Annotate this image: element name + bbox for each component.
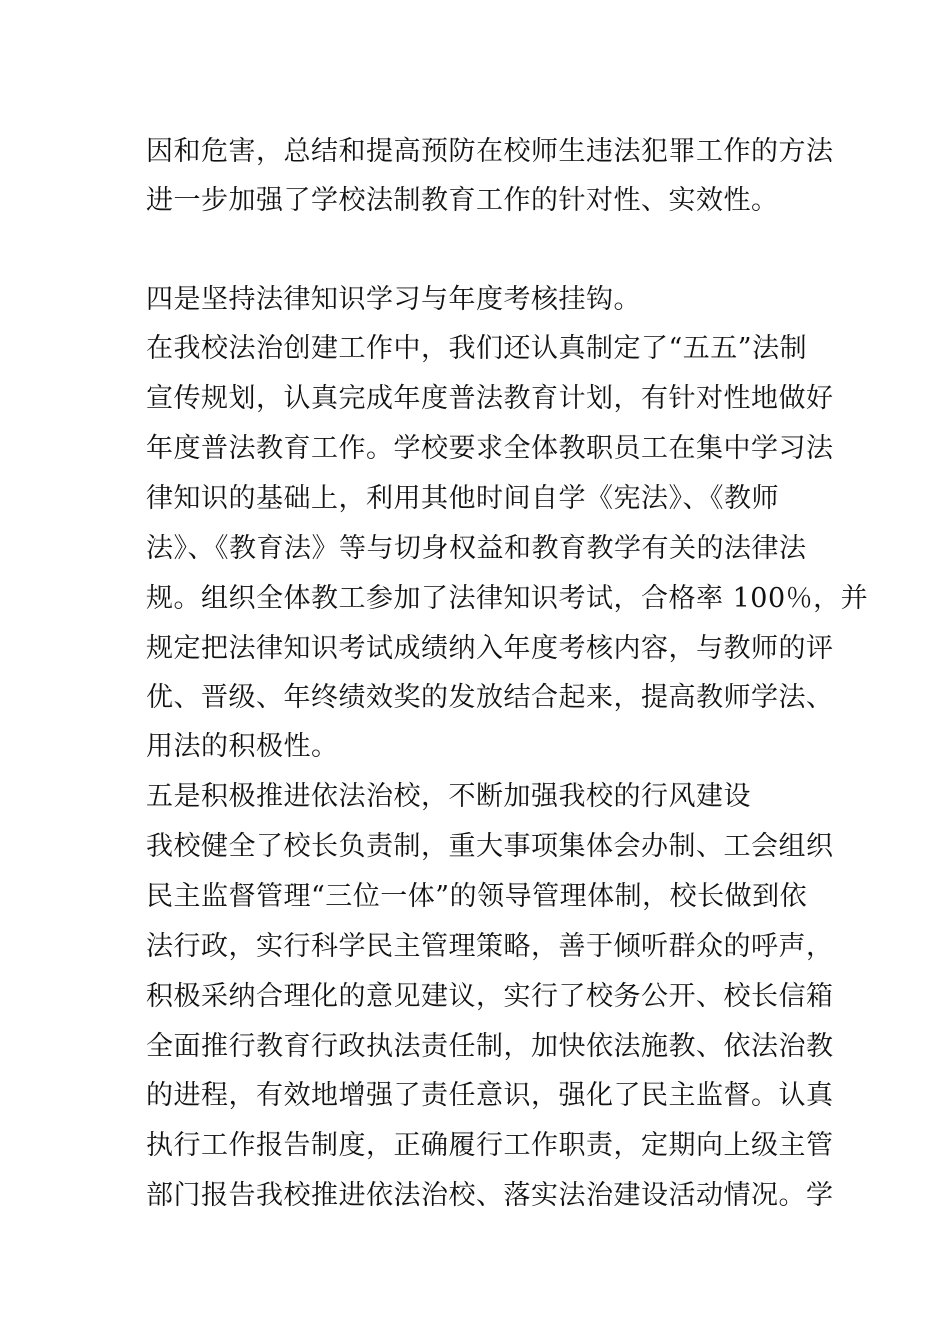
- text-line: 规定把法律知识考试成绩纳入年度考核内容，与教师的评: [146, 633, 834, 664]
- text-line: 宣传规划，认真完成年度普法教育计划，有针对性地做好: [146, 383, 834, 414]
- text-line: 民主监督管理“三位一体”的领导管理体制，校长做到依: [146, 881, 808, 912]
- text-line: 优、晋级、年终绩效奖的发放结合起来，提高教师学法、: [146, 682, 834, 713]
- text-line: 进一步加强了学校法制教育工作的针对性、实效性。: [146, 185, 779, 216]
- text-line: 全面推行教育行政执法责任制，加快依法施教、依法治教: [146, 1031, 834, 1062]
- text-line: 部门报告我校推进依法治校、落实法治建设活动情况。学: [146, 1180, 834, 1211]
- section-heading: 五是积极推进依法治校，不断加强我校的行风建设: [146, 781, 751, 812]
- text-line: 我校健全了校长负责制，重大事项集体会办制、工会组织: [146, 831, 834, 862]
- text-line: 的进程，有效地增强了责任意识，强化了民主监督。认真: [146, 1080, 834, 1111]
- text-line: 因和危害，总结和提高预防在校师生违法犯罪工作的方法: [146, 136, 834, 167]
- text-line: 积极采纳合理化的意见建议，实行了校务公开、校长信箱: [146, 981, 834, 1012]
- section-heading: 四是坚持法律知识学习与年度考核挂钩。: [146, 284, 641, 315]
- text-line: 法行政，实行科学民主管理策略，善于倾听群众的呼声，: [146, 931, 834, 962]
- text-line: 用法的积极性。: [146, 731, 339, 762]
- text-line: 规。组织全体教工参加了法律知识考试，合格率 100％，并: [146, 583, 869, 614]
- text-line: 执行工作报告制度，正确履行工作职责，定期向上级主管: [146, 1130, 834, 1161]
- text-line: 律知识的基础上，利用其他时间自学《宪法》、《教师: [146, 483, 779, 514]
- text-line: 法》、《教育法》等与切身权益和教育教学有关的法律法: [146, 533, 807, 564]
- text-line: 在我校法治创建工作中，我们还认真制定了“五五”法制: [146, 333, 808, 364]
- text-line: 年度普法教育工作。学校要求全体教职员工在集中学习法: [146, 433, 834, 464]
